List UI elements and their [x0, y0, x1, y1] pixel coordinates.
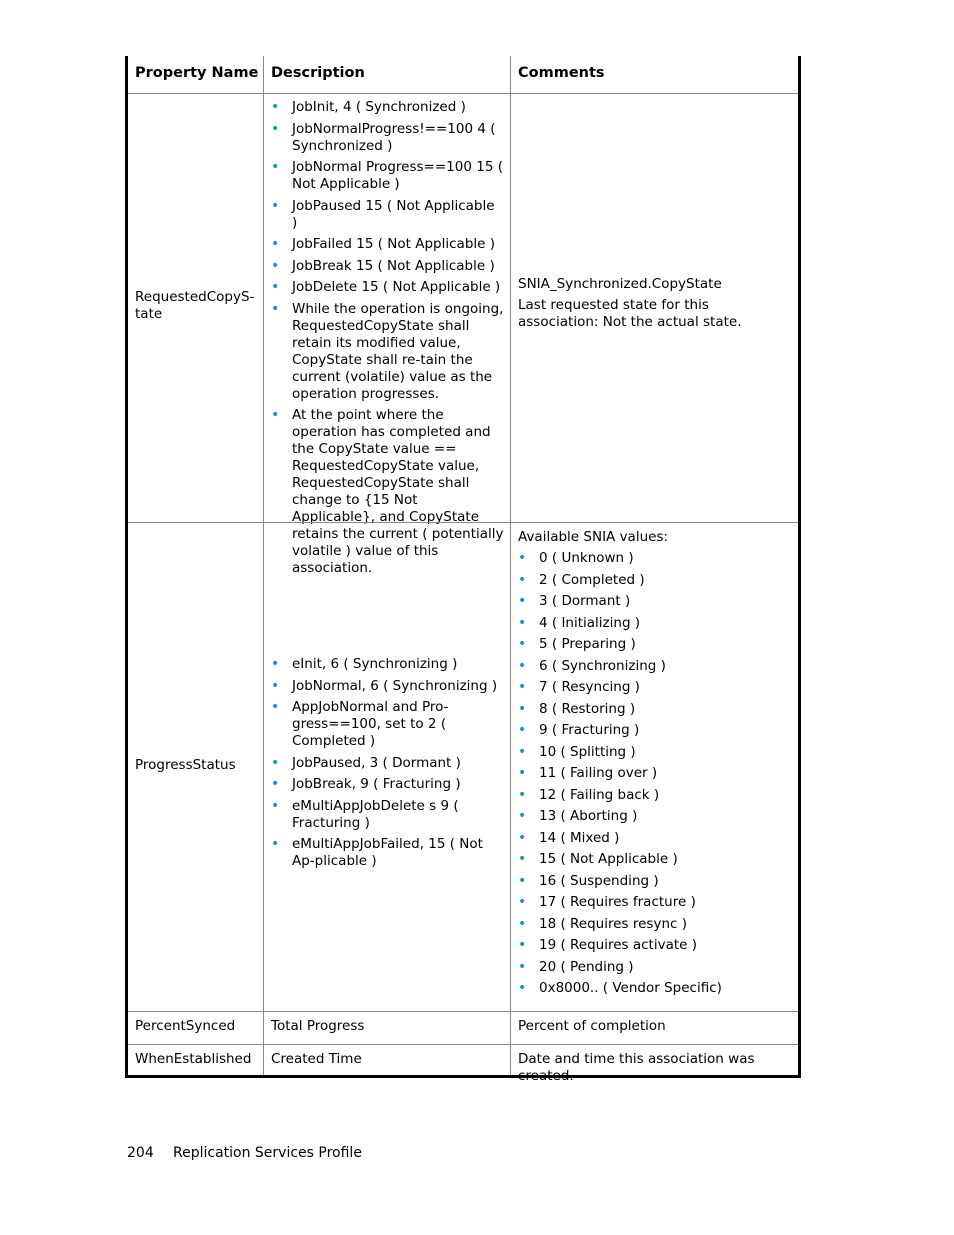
- comment-cell: Percent of completion: [518, 1018, 666, 1034]
- list-item: • JobPaused, 3 ( Dormant ): [271, 754, 461, 771]
- list-item: • 0x8000.. ( Vendor Specific): [518, 980, 722, 996]
- list-item: • eMultiAppJobDelete s 9 ( Fracturing ): [271, 797, 459, 831]
- list-item: • JobNormal Progress==100 15 ( Not Applicable ): [271, 159, 503, 192]
- bullet-icon: •: [271, 776, 280, 792]
- description-cell: Total Progress: [271, 1018, 365, 1034]
- section-title: Replication Services Profile: [173, 1145, 362, 1161]
- bullet-icon: •: [271, 120, 280, 137]
- list-item: • JobPaused 15 ( Not Applicable ): [271, 197, 495, 231]
- list-item: • JobBreak, 9 ( Fracturing ): [271, 776, 461, 792]
- bullet-icon: •: [271, 197, 280, 214]
- comment-copystate: SNIA_Synchronized.CopyState: [518, 276, 722, 292]
- comment-intro: Available SNIA values:: [518, 529, 669, 545]
- bullet-icon: •: [518, 851, 527, 867]
- list-item: • JobNormalProgress!==100 4 ( Synchronized ): [271, 120, 496, 154]
- bullet-icon: •: [271, 159, 280, 175]
- list-item: • At the point where the operation has completed and the CopyState value == RequestedCopyState value, RequestedCopyState shall change to {15 Not Applicable}, and CopyState retains the current ( potentially volatile ) value of this association.: [271, 407, 504, 576]
- bullet-icon: •: [518, 980, 527, 996]
- bullet-icon: •: [518, 743, 527, 760]
- table-row-when-established: [128, 1044, 798, 1084]
- property-name-cell: ProgressStatus: [135, 757, 236, 773]
- description-list: [271, 99, 504, 582]
- list-item: • 17 ( Requires fracture ): [518, 894, 696, 910]
- bullet-icon: •: [271, 836, 280, 852]
- table-header-row: [128, 56, 798, 93]
- bullet-icon: •: [518, 786, 527, 803]
- list-item: • 5 ( Preparing ): [518, 636, 636, 652]
- list-item: • 14 ( Mixed ): [518, 829, 620, 846]
- list-item: • 18 ( Requires resync ): [518, 915, 687, 932]
- bullet-icon: •: [518, 915, 527, 932]
- bullet-icon: •: [518, 894, 527, 910]
- bullet-icon: •: [271, 279, 280, 295]
- bullet-icon: •: [518, 722, 527, 738]
- list-item: • eMultiAppJobFailed, 15 ( Not Ap-plicable ): [271, 836, 483, 869]
- comment-last-requested: Last requested state for this association: Not the actual state.: [518, 297, 742, 330]
- list-item: • JobInit, 4 ( Synchronized ): [271, 99, 466, 115]
- page-number: 204: [127, 1145, 154, 1161]
- list-item: • JobNormal, 6 ( Synchronizing ): [271, 677, 498, 694]
- description-cell: Created Time: [271, 1051, 362, 1067]
- bullet-icon: •: [518, 872, 527, 889]
- bullet-icon: •: [518, 614, 527, 631]
- bullet-icon: •: [518, 679, 527, 695]
- bullet-icon: •: [518, 571, 527, 588]
- bullet-icon: •: [518, 937, 527, 953]
- bullet-icon: •: [271, 257, 280, 274]
- bullet-icon: •: [518, 636, 527, 652]
- bullet-icon: •: [518, 593, 527, 609]
- bullet-icon: •: [518, 958, 527, 975]
- bullet-icon: •: [271, 797, 280, 814]
- list-item: • 10 ( Splitting ): [518, 743, 636, 760]
- list-item: • 19 ( Requires activate ): [518, 937, 698, 953]
- bullet-icon: •: [271, 754, 280, 771]
- bullet-icon: •: [271, 236, 280, 252]
- list-item: • JobDelete 15 ( Not Applicable ): [271, 279, 501, 295]
- bullet-icon: •: [518, 550, 527, 566]
- list-item: • 3 ( Dormant ): [518, 593, 631, 609]
- list-item: • 12 ( Failing back ): [518, 786, 660, 803]
- table-row-percent-synced: [128, 1011, 798, 1044]
- list-item: • 8 ( Restoring ): [518, 700, 636, 717]
- comment-cell: Date and time this association was created.: [518, 1051, 755, 1084]
- bullet-icon: •: [518, 808, 527, 824]
- list-item: • 11 ( Failing over ): [518, 765, 658, 781]
- bullet-icon: •: [271, 677, 280, 694]
- header-property-name: Property Name: [135, 65, 259, 81]
- bullet-icon: •: [518, 657, 527, 674]
- bullet-icon: •: [518, 829, 527, 846]
- list-item: • 16 ( Suspending ): [518, 872, 659, 889]
- list-item: • JobFailed 15 ( Not Applicable ): [271, 236, 496, 252]
- bullet-icon: •: [271, 99, 280, 115]
- header-comments: Comments: [518, 65, 605, 81]
- list-item: • eInit, 6 ( Synchronizing ): [271, 656, 458, 672]
- bullet-icon: •: [271, 656, 280, 672]
- list-item: • 2 ( Completed ): [518, 571, 645, 588]
- property-name-cell: WhenEstablished: [135, 1051, 252, 1067]
- property-name-cell: PercentSynced: [135, 1018, 236, 1034]
- property-name-cell: RequestedCopyS- tate: [135, 289, 255, 322]
- bullet-icon: •: [518, 700, 527, 717]
- list-item: • 7 ( Resyncing ): [518, 679, 640, 695]
- bullet-icon: •: [271, 699, 280, 715]
- bullet-icon: •: [271, 300, 280, 317]
- table-row-progress-status: [128, 522, 798, 1011]
- snia-values-list: [518, 550, 792, 1002]
- list-item: • AppJobNormal and Pro-gress==100, set to 2 ( Completed ): [271, 699, 449, 749]
- list-item: • 15 ( Not Applicable ): [518, 851, 678, 867]
- property-table: [125, 56, 801, 1084]
- list-item: • 13 ( Aborting ): [518, 808, 638, 824]
- list-item: • 9 ( Fracturing ): [518, 722, 640, 738]
- list-item: • While the operation is ongoing, RequestedCopyState shall retain its modified value, CopyState shall re-tain the current (volatile) value as the operation progresses.: [271, 300, 504, 402]
- list-item: • 6 ( Synchronizing ): [518, 657, 666, 674]
- list-item: • JobBreak 15 ( Not Applicable ): [271, 257, 495, 274]
- description-list: [271, 656, 504, 875]
- header-description: Description: [271, 65, 365, 81]
- list-item: • 4 ( Initializing ): [518, 614, 641, 631]
- bullet-icon: •: [518, 765, 527, 781]
- list-item: • 0 ( Unknown ): [518, 550, 634, 566]
- bullet-icon: •: [271, 407, 280, 423]
- list-item: • 20 ( Pending ): [518, 958, 634, 975]
